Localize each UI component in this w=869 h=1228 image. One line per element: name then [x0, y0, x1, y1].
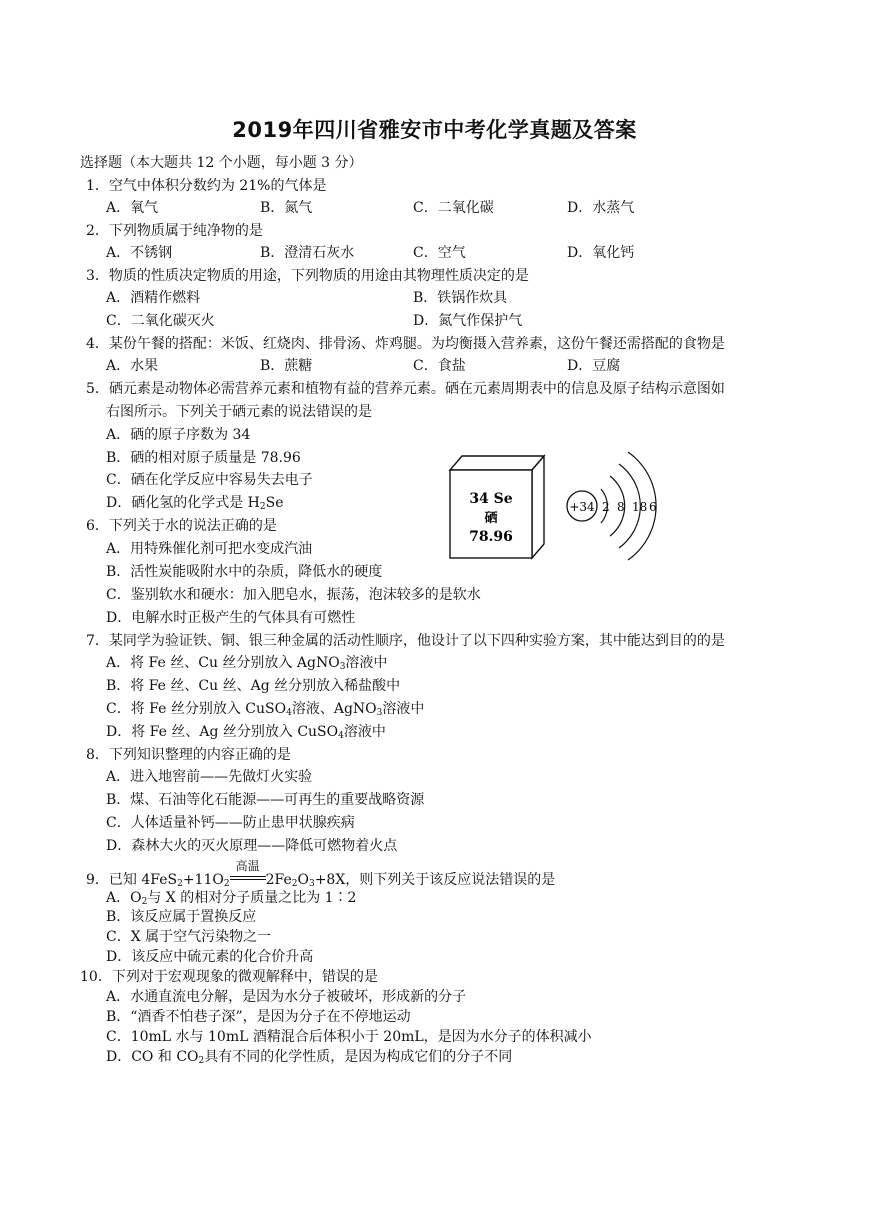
- q8-option-b: B．煤、石油等化石能源——可再生的重要战略资源: [106, 792, 425, 808]
- shell-count-1: 2: [602, 500, 610, 514]
- q7-option-b: B．将 Fe 丝、Cu 丝、Ag 丝分别放入稀盐酸中: [106, 678, 401, 694]
- q1-option-b: B．氮气: [260, 200, 313, 216]
- q6-option-c: C．鉴别软水和硬水：加入肥皂水，振荡，泡沫较多的是软水: [106, 587, 481, 603]
- q1-stem: 1．空气中体积分数约为 21%的气体是: [86, 178, 327, 194]
- q7-option-c: C．将 Fe 丝分别放入 CuSO$_4$溶液、AgNO$_3$溶液中: [106, 701, 425, 718]
- q4-option-a: A．水果: [106, 358, 159, 374]
- q10-option-c: C．10mL 水与 10mL 酒精混合后体积小于 20mL，是因为水分子的体积减小: [106, 1029, 592, 1045]
- q5-option-d: D．硒化氢的化学式是 $H_2Se$: [106, 495, 284, 512]
- element-name: 硒: [484, 511, 498, 526]
- q7-stem: 7．某同学为验证铁、铜、银三种金属的活动性顺序，他设计了以下四种实验方案，其中能达到目的的是: [86, 633, 725, 649]
- q2-option-d: D．氧化钙: [567, 245, 635, 261]
- q2-stem: 2．下列物质属于纯净物的是: [86, 223, 263, 239]
- q6-option-a: A．用特殊催化剂可把水变成汽油: [106, 541, 313, 557]
- q5-option-a: A．硒的原子序数为 34: [106, 427, 251, 443]
- q2-option-a: A．不锈钢: [106, 245, 173, 261]
- q4-stem: 4．某份午餐的搭配：米饭、红烧肉、排骨汤、炸鸡腿。为均衡摄入营养素，这份午餐还需搭配的食物是: [86, 336, 725, 352]
- q1-option-c: C．二氧化碳: [413, 200, 494, 216]
- q1-option-d: D．水蒸气: [567, 200, 635, 216]
- q6-stem: 6．下列关于水的说法正确的是: [86, 518, 277, 534]
- q9-stem: 9．已知 $4FeS_2+11O_2$ 高温 $2Fe_2O_3+8X$，则下列关于该反应说法错误的是: [86, 859, 556, 889]
- shell-count-4: 6: [649, 500, 657, 514]
- q7-option-a: A．将 Fe 丝、Cu 丝分别放入 AgNO$_3$溶液中: [106, 655, 388, 672]
- q3-option-b: B．铁锅作炊具: [413, 290, 508, 306]
- q8-option-a: A．进入地窖前——先做灯火实验: [106, 769, 313, 785]
- element-mass: 78.96: [469, 529, 513, 545]
- nucleus-charge: +34: [569, 500, 595, 514]
- q8-stem: 8．下列知识整理的内容正确的是: [86, 747, 291, 763]
- q2-option-c: C．空气: [413, 245, 466, 261]
- section-header: 选择题（本大题共 12 个小题，每小题 3 分）: [80, 155, 363, 171]
- q8-option-d: D．森林大火的灭火原理——降低可燃物着火点: [106, 838, 398, 854]
- q4-option-b: B．蔗糖: [260, 358, 313, 374]
- q9-option-b: B．该反应属于置换反应: [106, 909, 257, 925]
- q3-option-a: A．酒精作燃料: [106, 290, 201, 306]
- page-title: 2019年四川省雅安市中考化学真题及答案: [232, 118, 637, 142]
- q5-option-b: B．硒的相对原子质量是 78.96: [106, 450, 301, 466]
- q4-option-c: C．食盐: [413, 358, 466, 374]
- q6-option-d: D．电解水时正极产生的气体具有可燃性: [106, 610, 356, 626]
- selenium-diagram: [440, 440, 670, 580]
- q10-option-b: B．“酒香不怕巷子深”，是因为分子在不停地运动: [106, 1009, 411, 1025]
- q7-option-d: D．将 Fe 丝、Ag 丝分别放入 CuSO$_4$溶液中: [106, 724, 386, 741]
- q9-option-d: D．该反应中硫元素的化合价升高: [106, 949, 314, 965]
- selenium-figure: [440, 440, 670, 580]
- q2-option-b: B．澄清石灰水: [260, 245, 355, 261]
- reaction-condition: 高温: [230, 870, 266, 890]
- q10-option-d: D．CO 和 $CO_2$具有不同的化学性质，是因为构成它们的分子不同: [106, 1049, 513, 1066]
- shell-count-2: 8: [617, 500, 625, 514]
- shell-count-3: 18: [632, 500, 648, 514]
- q10-stem: 10．下列对于宏观现象的微观解释中，错误的是: [80, 969, 378, 985]
- q5-option-c: C．硒在化学反应中容易失去电子: [106, 472, 313, 488]
- q9-option-c: C．X 属于空气污染物之一: [106, 929, 272, 945]
- q5-stem-line1: 5．硒元素是动物体必需营养元素和植物有益的营养元素。硒在元素周期表中的信息及原子结构示意图如: [86, 381, 725, 397]
- q3-option-d: D．氮气作保护气: [413, 313, 523, 329]
- q4-option-d: D．豆腐: [567, 358, 621, 374]
- q10-option-a: A．水通直流电分解，是因为水分子被破坏，形成新的分子: [106, 989, 467, 1005]
- q9-option-a: A．$O_2$与 X 的相对分子质量之比为 1∶2: [106, 890, 357, 907]
- q8-option-c: C．人体适量补钙——防止患甲状腺疾病: [106, 815, 355, 831]
- q6-option-b: B．活性炭能吸附水中的杂质，降低水的硬度: [106, 564, 383, 580]
- q3-option-c: C．二氧化碳灭火: [106, 313, 215, 329]
- element-number-symbol: 34 Se: [469, 491, 513, 507]
- q1-option-a: A．氧气: [106, 200, 159, 216]
- q5-stem-line2: 右图所示。下列关于硒元素的说法错误的是: [106, 404, 372, 420]
- q3-stem: 3．物质的性质决定物质的用途，下列物质的用途由其物理性质决定的是: [86, 268, 529, 284]
